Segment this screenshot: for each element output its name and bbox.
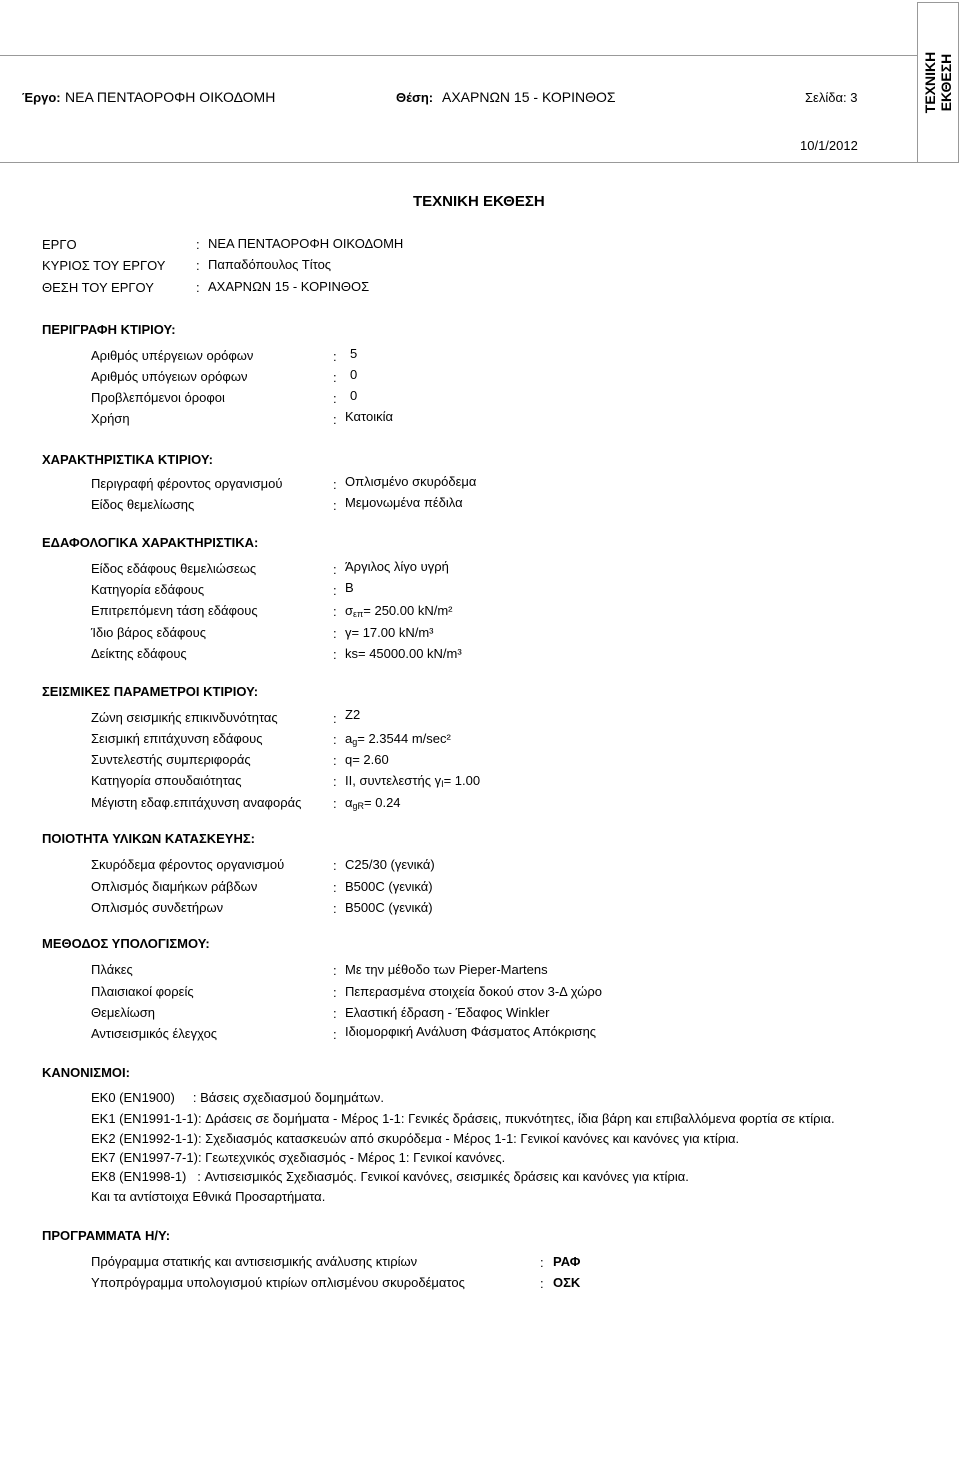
project-label: Έργο:	[22, 90, 61, 105]
side-tab	[917, 2, 959, 163]
row-colon: :	[333, 963, 337, 978]
row-colon: :	[333, 985, 337, 1000]
row-label: Πλαισιακοί φορείς	[91, 984, 194, 999]
row-value	[345, 603, 453, 619]
row-value: B500C (γενικά)	[345, 900, 433, 915]
section-heading-description: ΠΕΡΙΓΡΑΦΗ ΚΤΙΡΙΟΥ:	[42, 322, 176, 337]
row-label: Πρόγραμμα στατικής και αντισεισμικής ανάλυσης κτιρίων	[91, 1254, 418, 1269]
row-value: 0	[350, 388, 358, 403]
section-heading-codes: ΚΑΝΟΝΙΣΜΟΙ:	[42, 1065, 130, 1080]
row-colon: :	[333, 774, 337, 789]
row-label: Χρήση	[91, 411, 130, 426]
row-label: Αριθμός υπέργειων ορόφων	[91, 348, 254, 363]
row-label: Θεμελίωση	[91, 1005, 155, 1020]
value-post: = 0.24	[364, 795, 401, 810]
location-value: ΑΧΑΡΝΩΝ 15 - ΚΟΡΙΝΘΟΣ	[442, 89, 616, 105]
row-value	[345, 731, 451, 747]
info-label-owner: ΚΥΡΙΟΣ ΤΟΥ ΕΡΓΟΥ	[42, 258, 166, 273]
row-colon: :	[333, 498, 337, 513]
value-pre: II, συντελεστής γ	[345, 773, 442, 788]
code-line: Και τα αντίστοιχα Εθνικά Προσαρτήματα.	[91, 1189, 326, 1204]
row-colon: :	[540, 1276, 544, 1291]
value-sub: επ	[353, 609, 364, 619]
row-colon: :	[333, 477, 337, 492]
row-label: Σεισμική επιτάχυνση εδάφους	[91, 731, 263, 746]
row-value: Z2	[345, 707, 361, 722]
row-value: 0	[350, 367, 358, 382]
value-sub: I	[441, 779, 444, 789]
side-tab-text	[918, 3, 958, 162]
row-label: Κατηγορία σπουδαιότητας	[91, 773, 242, 788]
row-value: Οπλισμένο σκυρόδεμα	[345, 474, 477, 489]
row-value: q= 2.60	[345, 752, 389, 767]
info-value-project: ΝΕΑ ΠΕΝΤΑΟΡΟΦΗ ΟΙΚΟΔΟΜΗ	[208, 236, 404, 251]
row-value: Με την μέθοδο των Pieper-Martens	[345, 962, 548, 977]
row-value: Πεπερασμένα στοιχεία δοκού στον 3-Δ χώρο	[345, 984, 602, 999]
row-label: Ίδιο βάρος εδάφους	[91, 625, 207, 640]
project-value: ΝΕΑ ΠΕΝΤΑΟΡΟΦΗ ΟΙΚΟΔΟΜΗ	[65, 89, 276, 105]
section-heading-characteristics: ΧΑΡΑΚΤΗΡΙΣΤΙΚΑ ΚΤΙΡΙΟΥ:	[42, 452, 213, 467]
row-value: ks= 45000.00 kN/m³	[345, 646, 462, 661]
row-colon: :	[333, 412, 337, 427]
code-line: EK1 (EN1991-1-1): Δράσεις σε δομήματα - Μέρος 1-1: Γενικές δράσεις, πυκνότητες, ίδια βάρη και επιβαλλόμενα φορτία σε κτίρια.	[91, 1111, 835, 1126]
info-colon: :	[196, 280, 200, 295]
row-label: Περιγραφή φέροντος οργανισμού	[91, 476, 283, 491]
row-colon: :	[333, 796, 337, 811]
row-label: Δείκτης εδάφους	[91, 646, 187, 661]
page-title: ΤΕΧΝΙΚΗ ΕΚΘΕΣΗ	[413, 193, 545, 210]
row-label: Ζώνη σεισμικής επικινδυνότητας	[91, 710, 278, 725]
row-colon: :	[333, 647, 337, 662]
row-value	[345, 773, 480, 789]
row-colon: :	[333, 901, 337, 916]
code-line: EK8 (EN1998-1) : Αντισεισμικός Σχεδιασμός. Γενικοί κανόνες, σεισμικές δράσεις και κανόνες για κτίρια.	[91, 1169, 689, 1184]
row-value: B500C (γενικά)	[345, 879, 433, 894]
value-pre: σ	[345, 603, 354, 618]
row-value: ΡΑΦ	[553, 1254, 581, 1269]
row-value: γ= 17.00 kN/m³	[345, 625, 434, 640]
row-value: 5	[350, 346, 358, 361]
info-label-project: ΕΡΓΟ	[42, 237, 77, 252]
row-colon: :	[333, 626, 337, 641]
info-colon: :	[196, 237, 200, 252]
row-label: Προβλεπόμενοι όροφοι	[91, 390, 225, 405]
value-sub: g	[352, 737, 358, 747]
section-heading-software: ΠΡΟΓΡΑΜΜΑΤΑ Η/Υ:	[42, 1228, 171, 1243]
row-label: Οπλισμός διαμήκων ράβδων	[91, 879, 258, 894]
row-value: Κατοικία	[345, 409, 394, 424]
row-label: Μέγιστη εδαφ.επιτάχυνση αναφοράς	[91, 795, 302, 810]
row-colon: :	[333, 562, 337, 577]
row-colon: :	[333, 858, 337, 873]
row-value: Μεμονωμένα πέδιλα	[345, 495, 463, 510]
report-date: 10/1/2012	[800, 138, 858, 153]
row-label: Σκυρόδεμα φέροντος οργανισμού	[91, 857, 285, 872]
row-colon: :	[333, 604, 337, 619]
row-value	[345, 795, 401, 811]
row-label: Οπλισμός συνδετήρων	[91, 900, 224, 915]
row-label: Κατηγορία εδάφους	[91, 582, 205, 597]
side-tab-line2: ΕΚΘΕΣΗ	[938, 53, 954, 112]
row-colon: :	[540, 1255, 544, 1270]
row-colon: :	[333, 732, 337, 747]
row-label: Αριθμός υπόγειων ορόφων	[91, 369, 248, 384]
info-value-location: ΑΧΑΡΝΩΝ 15 - ΚΟΡΙΝΘΟΣ	[208, 279, 370, 294]
section-heading-seismic: ΣΕΙΣΜΙΚΕΣ ΠΑΡΑΜΕΤΡΟΙ ΚΤΙΡΙΟΥ:	[42, 684, 259, 699]
page-header	[0, 55, 917, 163]
row-label: Πλάκες	[91, 962, 133, 977]
row-colon: :	[333, 583, 337, 598]
row-colon: :	[333, 349, 337, 364]
row-value: C25/30 (γενικά)	[345, 857, 435, 872]
info-colon: :	[196, 258, 200, 273]
page-number: Σελίδα: 3	[805, 90, 858, 105]
row-value: Ιδιομορφική Ανάλυση Φάσματος Απόκρισης	[345, 1024, 597, 1039]
code-line: EK7 (EN1997-7-1): Γεωτεχνικός σχεδιασμός - Μέρος 1: Γενικοί κανόνες.	[91, 1150, 506, 1165]
row-colon: :	[333, 370, 337, 385]
section-heading-materials: ΠΟΙΟΤΗΤΑ ΥΛΙΚΩΝ ΚΑΤΑΣΚΕΥΗΣ:	[42, 831, 255, 846]
row-colon: :	[333, 880, 337, 895]
location-label: Θέση:	[396, 90, 434, 105]
side-tab-line1: ΤΕΧΝΙΚΗ	[922, 51, 938, 114]
value-post: = 2.3544 m/sec²	[357, 731, 451, 746]
info-value-owner: Παπαδόπουλος Τίτος	[208, 257, 332, 272]
row-colon: :	[333, 711, 337, 726]
row-value: B	[345, 580, 354, 595]
info-label-location: ΘΕΣΗ ΤΟΥ ΕΡΓΟΥ	[42, 280, 154, 295]
row-label: Αντισεισμικός έλεγχος	[91, 1026, 218, 1041]
row-value: ΟΣΚ	[553, 1275, 581, 1290]
row-label: Είδος θεμελίωσης	[91, 497, 195, 512]
value-post: = 250.00 kN/m²	[363, 603, 453, 618]
value-sub: gR	[352, 801, 365, 811]
row-colon: :	[333, 391, 337, 406]
row-value: Άργιλος λίγο υγρή	[345, 559, 449, 574]
value-pre: a	[345, 731, 353, 746]
value-post: = 1.00	[443, 773, 481, 788]
row-colon: :	[333, 1006, 337, 1021]
code-line: EK0 (EN1900) : Βάσεις σχεδιασμού δομημάτων.	[91, 1090, 385, 1105]
row-value: Ελαστική έδραση - Έδαφος Winkler	[345, 1005, 550, 1020]
value-pre: α	[345, 795, 353, 810]
row-label: Συντελεστής συμπεριφοράς	[91, 752, 251, 767]
row-colon: :	[333, 753, 337, 768]
row-label: Υποπρόγραμμα υπολογισμού κτιρίων οπλισμένου σκυροδέματος	[91, 1275, 465, 1290]
row-label: Επιτρεπόμενη τάση εδάφους	[91, 603, 258, 618]
code-line: EK2 (EN1992-1-1): Σχεδιασμός κατασκευών από σκυρόδεμα - Μέρος 1-1: Γενικοί κανόνες και κανόνες για κτίρια.	[91, 1131, 740, 1146]
row-colon: :	[333, 1027, 337, 1042]
section-heading-soil: ΕΔΑΦΟΛΟΓΙΚΑ ΧΑΡΑΚΤΗΡΙΣΤΙΚΑ:	[42, 535, 259, 550]
section-heading-method: ΜΕΘΟΔΟΣ ΥΠΟΛΟΓΙΣΜΟΥ:	[42, 936, 210, 951]
row-label: Είδος εδάφους θεμελιώσεως	[91, 561, 257, 576]
